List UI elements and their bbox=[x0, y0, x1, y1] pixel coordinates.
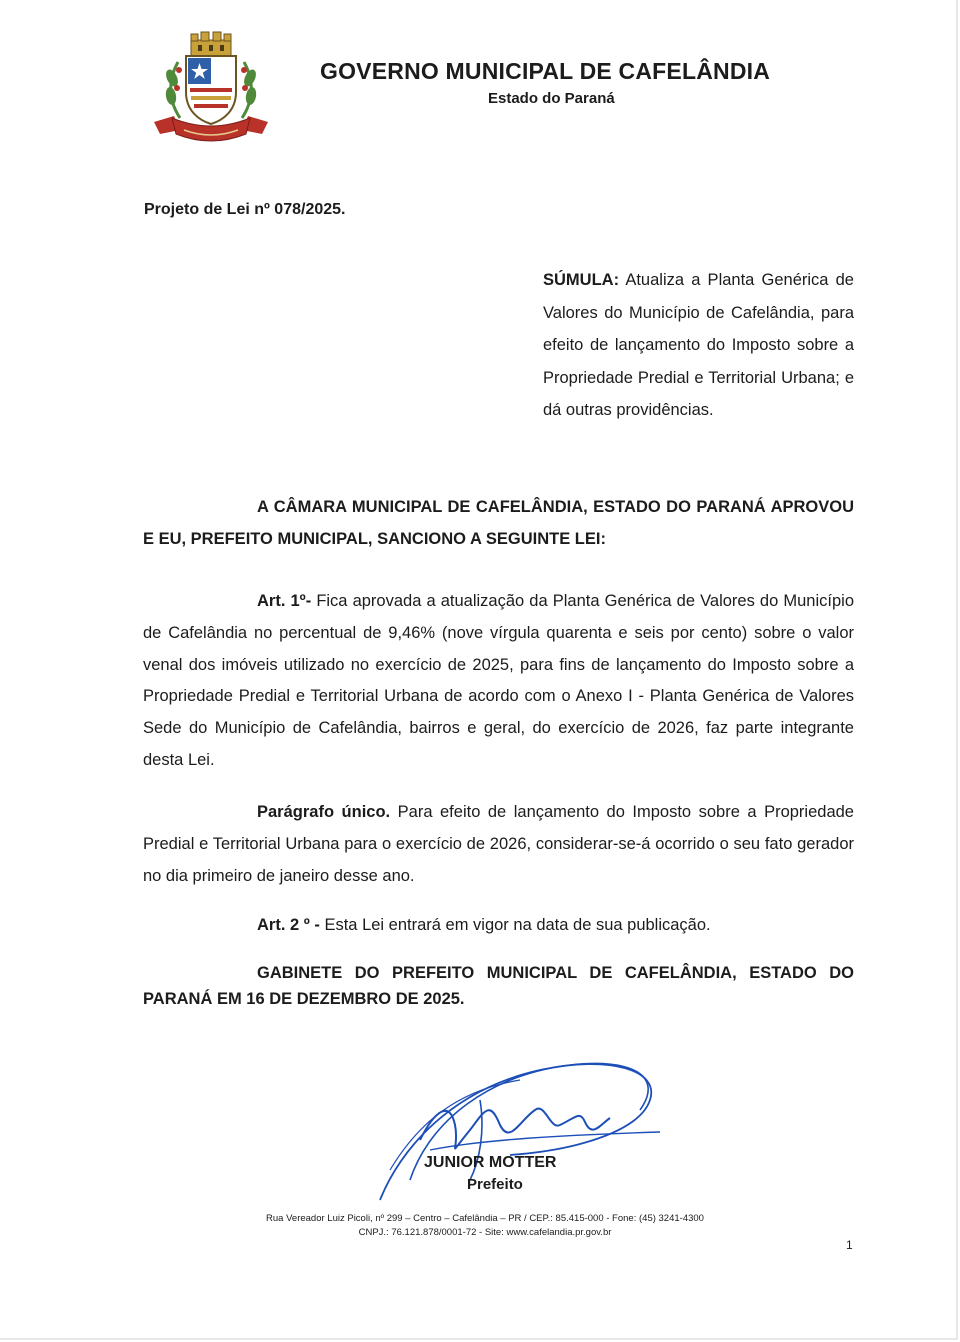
municipal-coat-of-arms-icon bbox=[150, 30, 272, 146]
sumula-block bbox=[543, 264, 854, 427]
footer-cnpj: CNPJ.: 76.121.878/0001-72 - Site: www.cafelandia.pr.gov.br bbox=[358, 1227, 612, 1238]
article-2 bbox=[143, 910, 854, 942]
footer-address: Rua Vereador Luiz Picoli, nº 299 – Centro – Cafelândia – PR / CEP.: 85.415-000 - Fone: (45) 3241-4300 bbox=[266, 1213, 704, 1224]
paragrafo-unico-label: Parágrafo único. bbox=[257, 803, 391, 821]
article-2-text: Esta Lei entrará em vigor na data de sua publicação. bbox=[324, 916, 711, 934]
signer-role: Prefeito bbox=[467, 1176, 523, 1193]
paragrafo-unico-text: Para efeito de lançamento do Imposto sobre a Propriedade Predial e Territorial Urbana para o exercício de 2026, considerar-se-á ocorrido o seu fato gerador no dia primeiro de janeiro desse ano. bbox=[143, 803, 854, 885]
paragrafo-unico bbox=[143, 797, 854, 892]
government-title: GOVERNO MUNICIPAL DE CAFELÂNDIA bbox=[320, 58, 771, 84]
state-subtitle: Estado do Paraná bbox=[488, 90, 615, 107]
article-2-label: Art. 2 º - bbox=[257, 916, 320, 934]
article-1-label: Art. 1º- bbox=[257, 592, 312, 610]
page-number: 1 bbox=[846, 1238, 853, 1252]
sumula-text: Atualiza a Planta Genérica de Valores do Município de Cafelândia, para efeito de lançamento do Imposto sobre a Propriedade Predial e Territorial Urbana; e dá outras providências. bbox=[543, 271, 854, 419]
enacting-clause: A CÂMARA MUNICIPAL DE CAFELÂNDIA, ESTADO DO PARANÁ APROVOU E EU, PREFEITO MUNICIPAL, SANCIONO A SEGUINTE LEI: bbox=[143, 498, 854, 548]
mural-crown bbox=[191, 32, 231, 56]
shield bbox=[186, 56, 236, 124]
closing-statement: GABINETE DO PREFEITO MUNICIPAL DE CAFELÂNDIA, ESTADO DO PARANÁ EM 16 DE DEZEMBRO DE 2025. bbox=[143, 964, 854, 1008]
article-1 bbox=[143, 586, 854, 777]
bill-number: Projeto de Lei nº 078/2025. bbox=[144, 201, 346, 218]
signer-name: JUNIOR MOTTER bbox=[424, 1154, 557, 1171]
article-1-text: Fica aprovada a atualização da Planta Genérica de Valores do Município de Cafelândia no percentual de 9,46% (nove vírgula quarenta e seis por cento) sobre o valor venal dos imóveis utilizado no exercício de 2025, para fins de lançamento do Imposto sobre a Propriedade Predial e Territorial Urbana de acordo com o Anexo I - Planta Genérica de Valores Sede do Município de Cafelândia, bairros e geral, do exercício de 2026, faz parte integrante desta Lei. bbox=[143, 592, 854, 769]
sumula-label: SÚMULA: bbox=[543, 271, 620, 289]
